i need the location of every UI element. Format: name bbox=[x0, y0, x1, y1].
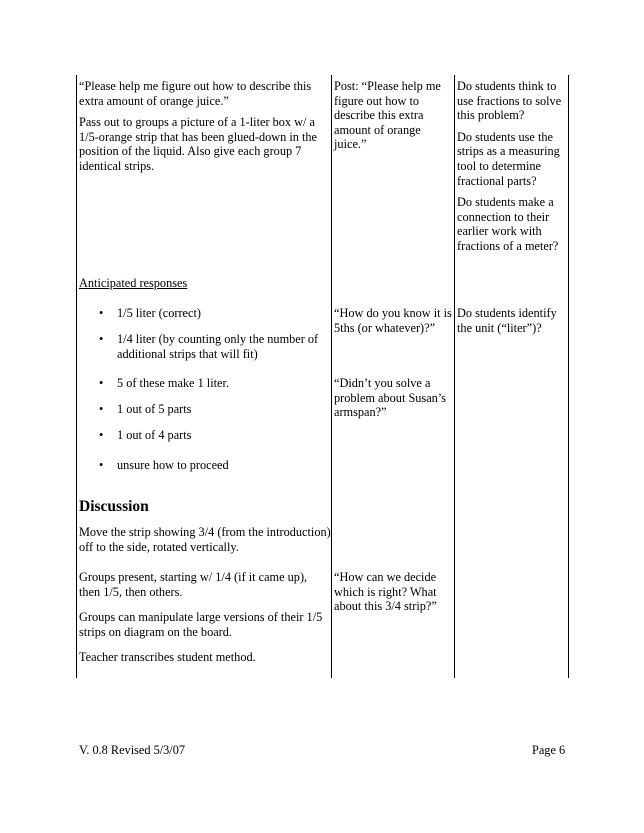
anticipated-response-item: 1 out of 5 parts bbox=[117, 402, 192, 416]
anticipated-response-item: unsure how to proceed bbox=[117, 458, 229, 472]
bullet-glyph: • bbox=[99, 332, 104, 346]
discussion-paragraph: Groups can manipulate large versions of their 1/5 strips on diagram on the board. bbox=[79, 610, 323, 639]
anticipated-response-item: 1/5 liter (correct) bbox=[117, 306, 201, 320]
assessment-cell bbox=[457, 79, 567, 261]
table-border-right bbox=[568, 75, 569, 678]
discussion-paragraph: Groups present, starting w/ 1/4 (if it came up), then 1/5, then others. bbox=[79, 570, 308, 599]
anticipated-responses-heading: Anticipated responses bbox=[79, 276, 188, 290]
footer-page-number: Page 6 bbox=[532, 743, 566, 757]
assessment-question: Do students use the strips as a measuring tool to determine fractional parts? bbox=[457, 129, 560, 188]
table-border-left bbox=[76, 75, 77, 678]
bullet-glyph: • bbox=[99, 402, 104, 416]
footer-version: V. 0.8 Revised 5/3/07 bbox=[79, 743, 186, 757]
discussion-paragraph: Move the strip showing 3/4 (from the introduction) off to the side, rotated vertically. bbox=[79, 525, 331, 554]
assessment-question: Do students make a connection to their earlier work with fractions of a meter? bbox=[457, 195, 559, 253]
teacher-question: “How do you know it is 5ths (or whatever)?” bbox=[334, 306, 452, 335]
teacher-question: “Didn’t you solve a problem about Susan’s armspan?” bbox=[334, 376, 447, 420]
activity-instructions: Pass out to groups a picture of a 1-liter box w/ a 1/5-orange strip that has been glued-down in the position of the liquid. Also give each group 7 identical strips. bbox=[79, 115, 318, 173]
bullet-glyph: • bbox=[99, 306, 104, 320]
lesson-activity-cell bbox=[79, 79, 331, 181]
anticipated-response-item: 1/4 liter (by counting only the number of additional strips that will fit) bbox=[117, 332, 319, 361]
assessment-question: Do students think to use fractions to solve this problem? bbox=[457, 79, 562, 123]
table-divider-1 bbox=[331, 75, 332, 678]
discussion-heading: Discussion bbox=[79, 498, 149, 515]
bullet-glyph: • bbox=[99, 458, 104, 472]
assessment-question: Do students identify the unit (“liter”)? bbox=[457, 306, 557, 335]
teacher-prompt-post: Post: “Please help me figure out how to describe this extra amount of orange juice.” bbox=[334, 79, 441, 152]
bullet-glyph: • bbox=[99, 428, 104, 442]
bullet-glyph: • bbox=[99, 376, 104, 390]
activity-prompt: “Please help me figure out how to describe this extra amount of orange juice.” bbox=[79, 79, 312, 108]
anticipated-response-item: 5 of these make 1 liter. bbox=[117, 376, 230, 390]
anticipated-response-item: 1 out of 4 parts bbox=[117, 428, 192, 442]
table-divider-2 bbox=[454, 75, 455, 678]
discussion-paragraph: Teacher transcribes student method. bbox=[79, 650, 256, 664]
teacher-question: “How can we decide which is right? What about this 3/4 strip?” bbox=[334, 570, 437, 614]
teacher-prompt-cell bbox=[334, 79, 452, 159]
